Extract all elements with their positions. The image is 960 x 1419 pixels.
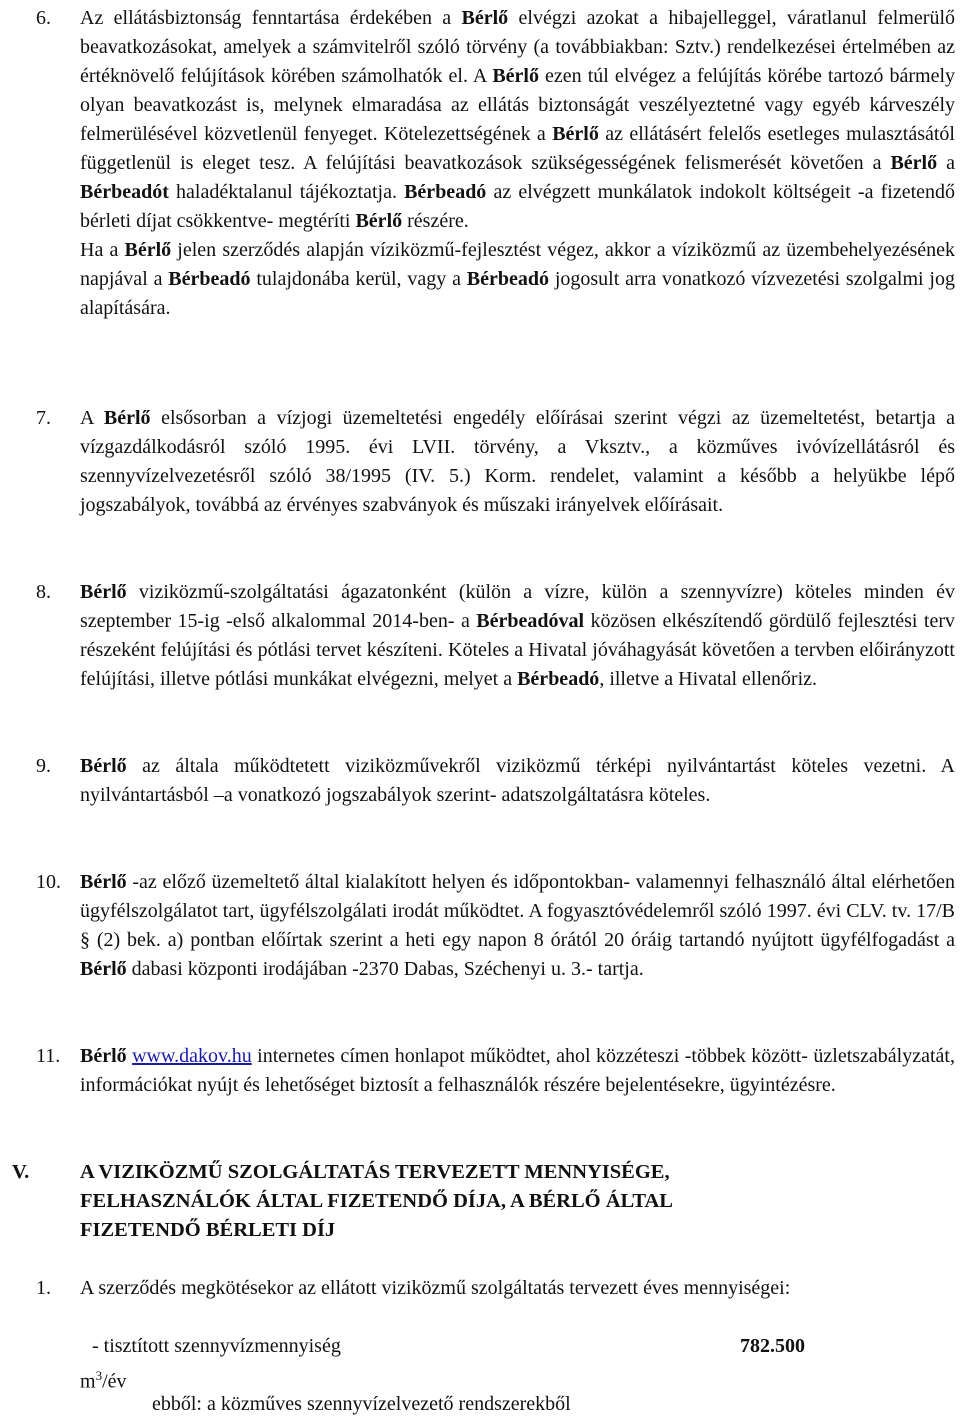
bold-term: Bérlő xyxy=(80,755,127,777)
bold-term: Bérlő xyxy=(461,7,509,29)
unit-rest: /év xyxy=(102,1370,127,1393)
paragraph xyxy=(80,578,955,694)
bold-term: Bérlő xyxy=(492,65,539,87)
bold-term: Bérlő xyxy=(103,407,151,429)
text-run: , illetve a Hivatal ellenőriz. xyxy=(599,668,817,690)
item-number: 9. xyxy=(36,755,51,777)
website-link[interactable]: www.dakov.hu xyxy=(132,1045,252,1067)
quantity-unit xyxy=(80,1361,127,1397)
paragraph xyxy=(80,404,955,520)
section-number: V. xyxy=(12,1161,30,1183)
item-number: 8. xyxy=(36,581,51,603)
item-body xyxy=(80,4,955,323)
paragraph xyxy=(80,4,955,236)
item-body xyxy=(80,752,955,810)
quantity-label: - tisztított szennyvízmennyiség xyxy=(92,1335,341,1357)
text-run: közösen elkészítendő gördülő fejlesztési terv részeként felújítási és pótlási tervet készíteni. Köteles a Hivatal jóváhagyását követően a tervben előirányzott felújítási, illetve pótlási munkákat elvégezni, melyet a xyxy=(80,610,955,690)
text-run: elsősorban a vízjogi üzemeltetési engedély előírásai szerint végzi az üzemeltetést, betartja a vízgazdálkodásról szóló 1995. évi LVII. törvény, a Vksztv., a közműves ivóvízellátásról és szennyvízelvezetésről szóló 38/1995 (IV. 5.) Korm. rendelet, valamint a később a helyükbe lépő jogszabályok, továbbá az érvényes szabványok és műszaki irányelvek előírásait. xyxy=(80,407,956,516)
bold-term: Bérbeadó xyxy=(168,268,251,290)
text-run: dabasi központi irodájában -2370 Dabas, Széchenyi u. 3.- tartja. xyxy=(126,958,644,980)
bold-term: Bérbeadó xyxy=(404,181,487,203)
text-run: -az előző üzemeltető által kialakított helyen és időpontokban- valamennyi felhasználó által elérhetően ügyfélszolgálatot tart, ügyfélszolgálati irodát működtet. A fogyasztóvédelemről szóló 1997. évi CLV. tv. 17/B § (2) bek. a) pontban előírtak szerint a heti egy napon 8 órától 20 óráig tartandó nyújtott ügyfélfogadást a xyxy=(80,871,955,951)
text-run: haladéktalanul tájékoztatja. xyxy=(168,181,405,203)
item-number: 7. xyxy=(36,407,51,429)
bold-term: Bérbeadóval xyxy=(476,610,585,632)
text-run: Ha a xyxy=(80,239,125,261)
item-number: 10. xyxy=(36,871,61,893)
bold-term: Bérlő xyxy=(80,581,127,603)
text-run: részére. xyxy=(402,210,469,232)
section-title-line-3: FIZETENDŐ BÉRLETI DÍJ xyxy=(80,1219,336,1241)
item-body xyxy=(80,868,955,984)
item-text: A szerződés megkötésekor az ellátott viziközmű szolgáltatás tervezett éves mennyiségei: xyxy=(80,1277,791,1299)
text-run: jogosult arra vonatkozó vízvezetési szolgalmi jog alapítására. xyxy=(80,268,955,319)
text-run: jelen szerződés alapján víziközmű-fejlesztést végez, akkor a víziközmű az üzembehelyezésének napjával a xyxy=(80,239,956,290)
item-number: 11. xyxy=(36,1045,61,1067)
bold-term: Bérbeadó xyxy=(517,668,600,690)
paragraph xyxy=(80,236,955,323)
item-number: 6. xyxy=(36,7,51,29)
paragraph xyxy=(80,1042,955,1100)
quantity-value: 782.500 xyxy=(740,1335,805,1357)
item-number: 1. xyxy=(36,1277,51,1299)
unit-superscript: 3 xyxy=(95,1368,103,1383)
text-run: elvégzi azokat a hibajelleggel, váratlanul felmerülő beavatkozásokat, amelyek a számvitelről szóló törvény (a továbbiakban: Sztv.) rendelkezései értelmében az értéknövelő felújítások körében számolhatók el. A xyxy=(80,7,955,87)
text-run: internetes címen honlapot működtet, ahol közzéteszi -többek között- üzletszabályzatát, információkat nyújt és lehetőséget biztosít a felhasználók részére bejelentésekre, ügyintézésre. xyxy=(80,1045,955,1096)
bold-term: Bérlő xyxy=(80,871,127,893)
text-run: az általa működtetett viziközművekről viziközmű térképi nyilvántartást köteles vezetni. A nyilvántartásból –a vonatkozó jogszabályok szerint- adatszolgáltatásra köteles. xyxy=(80,755,955,806)
bold-term: Bérlő xyxy=(80,958,127,980)
unit-base: m xyxy=(80,1370,96,1393)
text-run: tulajdonába kerül, vagy a xyxy=(250,268,467,290)
text-run: ezen túl elvégez a felújítás körébe tartozó bármely olyan beavatkozást is, melynek elmaradása az ellátás biztonságát veszélyeztetné vagy egyéb kárveszély felmerülésével közvetlenül fenyeget. Kötelezettségének a xyxy=(80,65,955,145)
bold-term: Bérlő xyxy=(552,123,599,145)
bold-term: Bérlő xyxy=(355,210,403,232)
paragraph xyxy=(80,752,955,810)
bold-term: Bérlő xyxy=(80,1045,127,1067)
bold-term: Bérbeadó xyxy=(466,268,550,290)
text-run: a xyxy=(937,152,955,174)
bold-term: Bérbeadót xyxy=(80,181,169,203)
quantity-sub: ebből: a közműves szennyvízelvezető rendszerekből xyxy=(152,1393,571,1415)
text-run: A xyxy=(80,407,104,429)
text-run: viziközmű-szolgáltatási ágazatonként (külön a vízre, külön a szennyvízre) köteles minden év szeptember 15-ig -első alkalommal 2014-ben- a xyxy=(80,581,955,632)
bold-term: Bérlő xyxy=(890,152,938,174)
section-title-line-1: A VIZIKÖZMŰ SZOLGÁLTATÁS TERVEZETT MENNYISÉGE, xyxy=(80,1161,670,1183)
paragraph xyxy=(80,868,955,984)
item-body xyxy=(80,578,955,694)
text-run: az ellátásért felelős esetleges mulasztásától függetlenül is eleget tesz. A felújítási beavatkozások szükségességének felismerését követően a xyxy=(80,123,955,174)
text-run: az elvégzett munkálatok indokolt költségeit -a fizetendő bérleti díjat csökkentve- megtéríti xyxy=(80,181,956,232)
item-body xyxy=(80,404,955,520)
section-title-line-2: FELHASZNÁLÓK ÁLTAL FIZETENDŐ DÍJA, A BÉRLŐ ÁLTAL xyxy=(80,1190,673,1212)
item-body xyxy=(80,1042,955,1100)
text-run: Az ellátásbiztonság fenntartása érdekében a xyxy=(80,7,462,29)
bold-term: Bérlő xyxy=(124,239,172,261)
